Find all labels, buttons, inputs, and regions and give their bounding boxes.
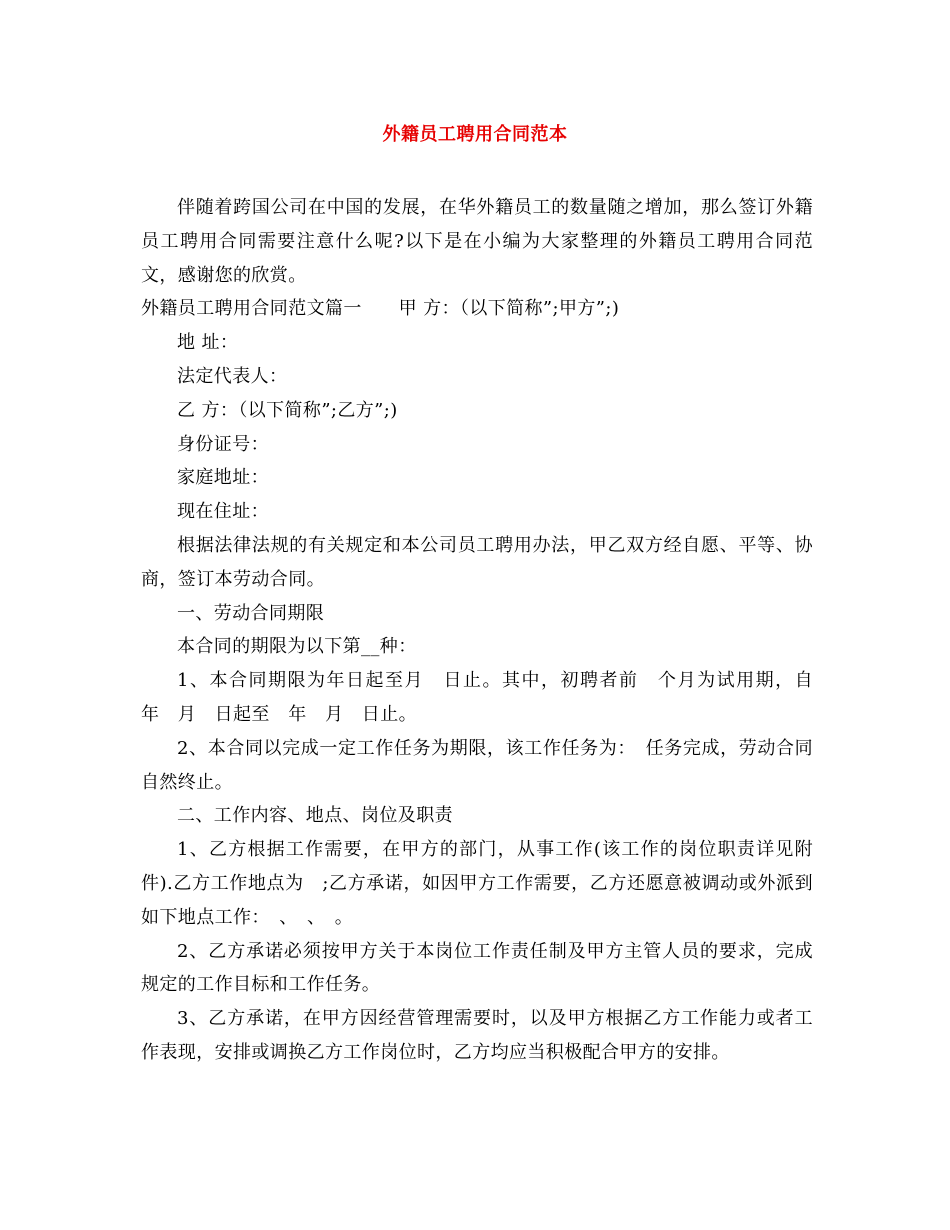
paragraph: 身份证号： [177, 433, 269, 455]
paragraph: 一、劳动合同期限 [177, 602, 325, 624]
paragraph: 法定代表人： [177, 365, 288, 387]
paragraph: 二、工作内容、地点、岗位及职责 [177, 805, 453, 827]
document-body [141, 191, 832, 1070]
document-title: 外籍员工聘用合同范本 [382, 124, 568, 145]
paragraph: 本合同的期限为以下第__种： [177, 636, 417, 658]
paragraph: 家庭地址： [177, 467, 269, 489]
paragraph: 2、乙方承诺必须按甲方关于本岗位工作责任制及甲方主管人员的要求，完成规定的工作目标和工作任务。 [141, 940, 813, 996]
paragraph: 伴随着跨国公司在中国的发展，在华外籍员工的数量随之增加，那么签订外籍员工聘用合同需要注意什么呢?以下是在小编为大家整理的外籍员工聘用合同范文，感谢您的欣赏。 [141, 197, 813, 286]
paragraph: 2、本合同以完成一定工作任务为期限，该工作任务为： 任务完成，劳动合同自然终止。 [141, 737, 813, 793]
paragraph: 1、本合同期限为年日起至月 日止。其中，初聘者前 个月为试用期，自 年 月 日起至 年 月 日止。 [141, 670, 832, 725]
paragraph: 根据法律法规的有关规定和本公司员工聘用办法，甲乙双方经自愿、平等、协商，签订本劳动合同。 [141, 534, 813, 590]
paragraph: 乙 方：（以下简称”;乙方”;) [177, 399, 398, 421]
paragraph: 3、乙方承诺，在甲方因经营管理需要时，以及甲方根据乙方工作能力或者工作表现，安排或调换乙方工作岗位时，乙方均应当积极配合甲方的安排。 [141, 1008, 813, 1063]
paragraph: 地 址： [177, 332, 239, 354]
paragraph: 1、乙方根据工作需要，在甲方的部门，从事工作(该工作的岗位职责详见附件).乙方工作地点为 ;乙方承诺，如因甲方工作需要，乙方还愿意被调动或外派到如下地点工作： 、 、 。 [141, 839, 813, 928]
paragraph: 现在住址： [177, 501, 269, 523]
paragraph: 外籍员工聘用合同范文篇一 甲 方：（以下简称”;甲方”;) [141, 298, 620, 320]
